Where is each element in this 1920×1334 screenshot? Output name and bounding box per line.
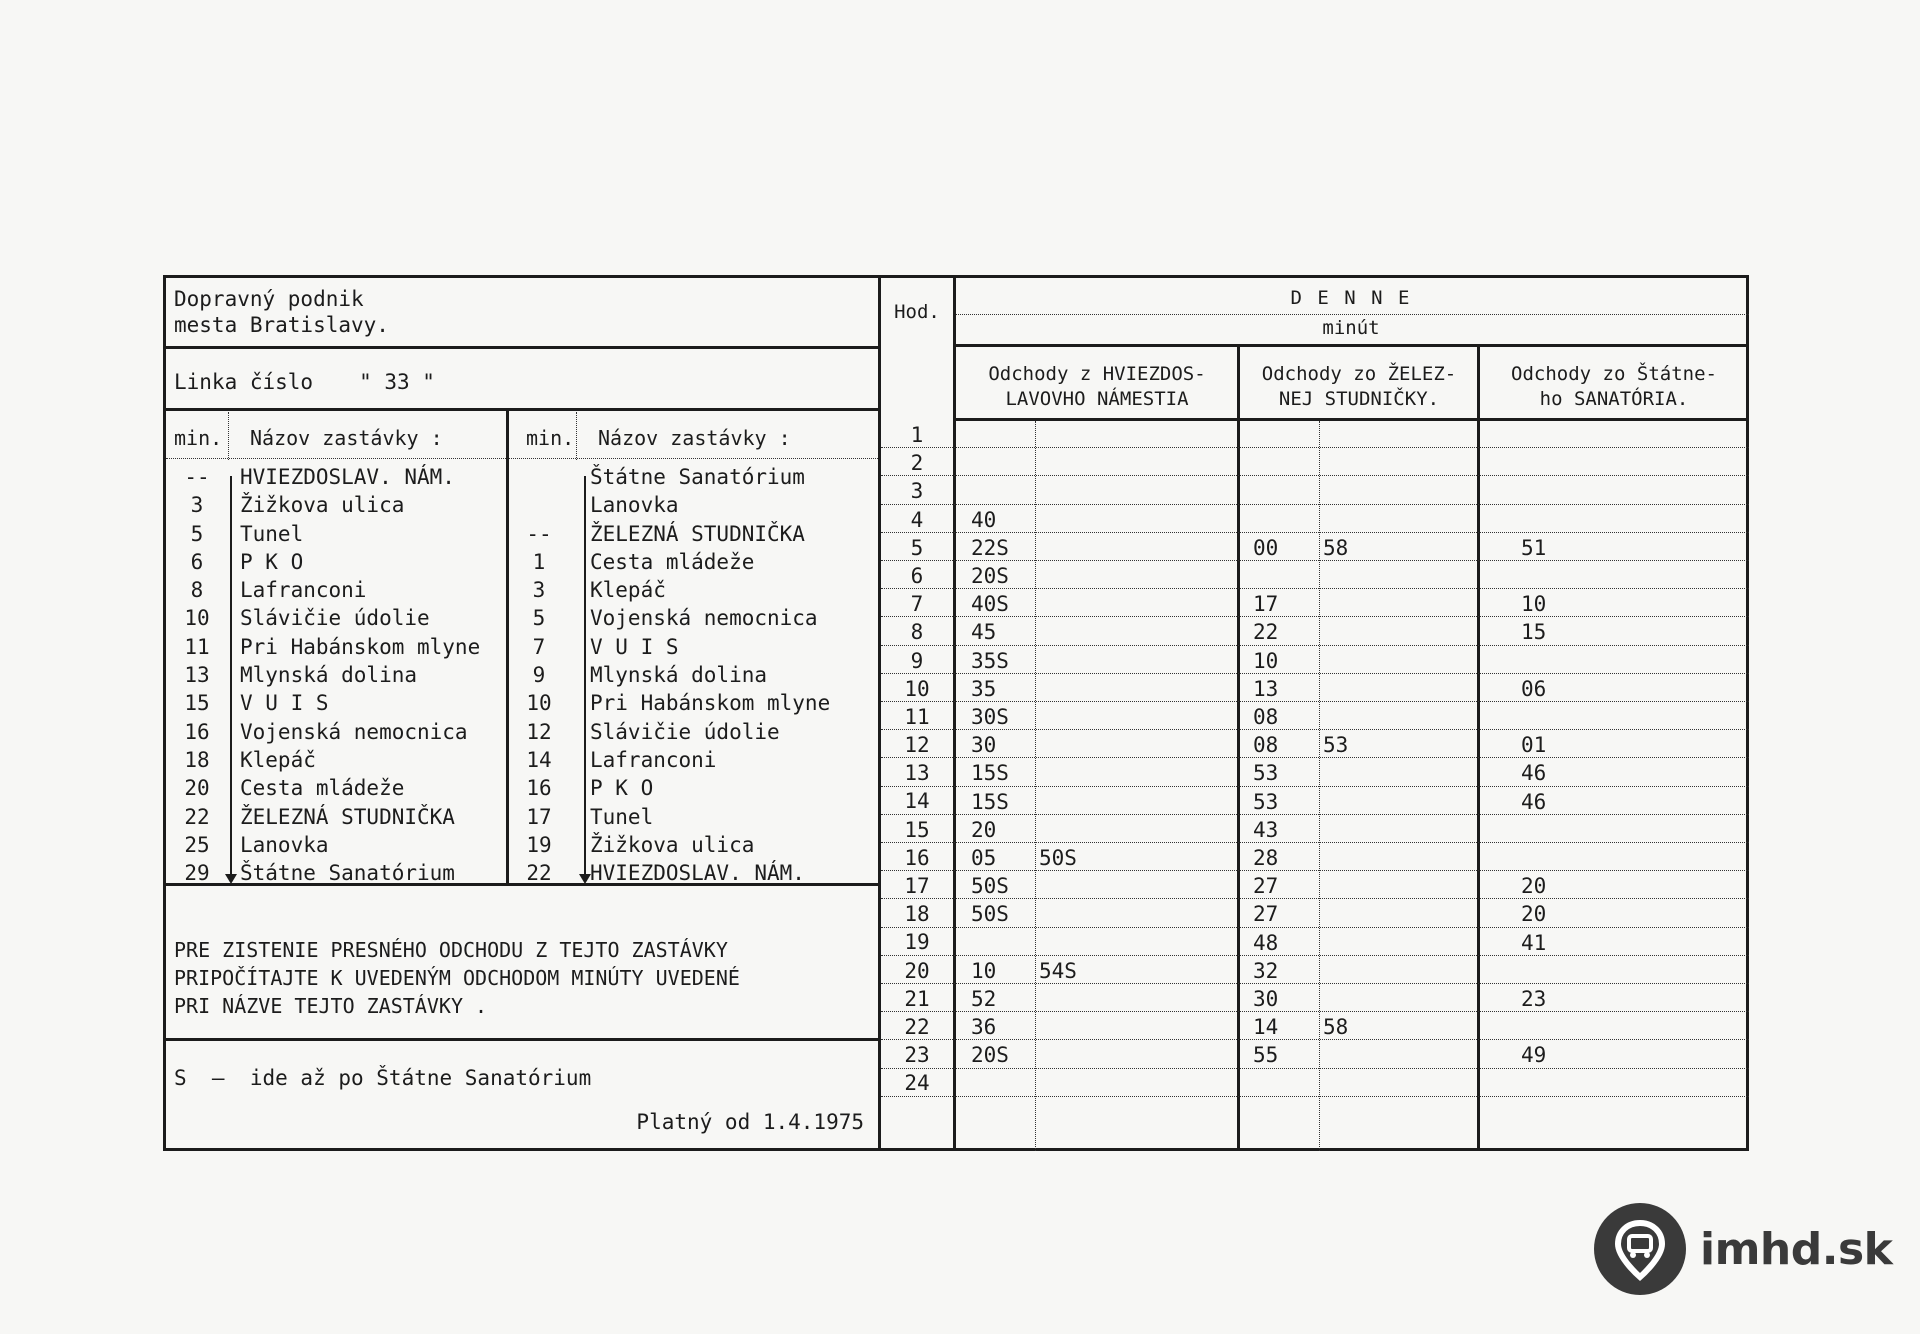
hour-column bbox=[881, 421, 953, 1098]
minute-cell: 35 bbox=[971, 676, 997, 701]
min-header-a: min. bbox=[174, 426, 223, 450]
minute-cell: 52 bbox=[971, 987, 997, 1011]
minute-cell: 08 bbox=[1253, 705, 1279, 729]
stop-min: 6 bbox=[190, 549, 204, 574]
stop-row bbox=[166, 463, 480, 491]
stop-row bbox=[166, 803, 480, 831]
stop-header-b: Názov zastávky : bbox=[598, 426, 791, 450]
hour-cell: 23 bbox=[904, 1043, 930, 1068]
departures-panel bbox=[878, 275, 1749, 1151]
stop-row bbox=[166, 774, 480, 802]
stop-name: Štátne Sanatórium bbox=[240, 861, 455, 886]
hour-cell: 8 bbox=[910, 620, 924, 645]
hour-cell: 1 bbox=[910, 423, 924, 447]
company-name bbox=[174, 286, 389, 338]
stop-min: 20 bbox=[184, 776, 210, 801]
stop-row bbox=[166, 604, 480, 632]
hour-cell: 12 bbox=[904, 733, 930, 758]
stop-row bbox=[502, 803, 830, 831]
stop-min: 16 bbox=[526, 776, 552, 801]
col3-header bbox=[1481, 362, 1747, 412]
minute-cell: 20 bbox=[971, 817, 997, 842]
line-number-value: " 33 " bbox=[359, 370, 435, 394]
minute-cell: 22S bbox=[971, 535, 1009, 560]
minute-cell: 06 bbox=[1521, 676, 1547, 701]
stop-name: Pri Habánskom mlyne bbox=[590, 691, 831, 716]
valid-from: Platný od 1.4.1975 bbox=[636, 1110, 864, 1134]
minute-cell: 10 bbox=[1253, 648, 1279, 673]
stop-name: Mlynská dolina bbox=[240, 663, 418, 688]
minute-cell: 14 bbox=[1253, 1015, 1279, 1040]
hour-cell: 21 bbox=[904, 986, 930, 1011]
stop-min: 9 bbox=[532, 663, 546, 688]
stop-name: V U I S bbox=[590, 634, 679, 659]
col1-header bbox=[957, 362, 1237, 412]
stop-row bbox=[166, 746, 480, 774]
hour-cell: 14 bbox=[904, 789, 930, 814]
minute-cell: 51 bbox=[1521, 535, 1547, 560]
stop-row bbox=[166, 491, 480, 519]
hour-cell: 13 bbox=[904, 761, 930, 786]
minute-cell: 27 bbox=[1253, 902, 1279, 927]
stop-row bbox=[502, 520, 830, 548]
minute-cell: 36 bbox=[971, 1015, 997, 1040]
notice-line3: PRI NÁZVE TEJTO ZASTÁVKY . bbox=[174, 994, 488, 1018]
minut-header: minút bbox=[1322, 317, 1380, 339]
minute-cell: 50S bbox=[1039, 846, 1077, 870]
stops-direction-b bbox=[502, 463, 830, 887]
minute-cell: 50S bbox=[971, 874, 1009, 899]
minute-cell: 20S bbox=[971, 1043, 1009, 1068]
stop-min: 3 bbox=[532, 578, 546, 603]
minute-cell: 28 bbox=[1253, 846, 1279, 870]
stop-row bbox=[502, 774, 830, 802]
stop-name: Slávičie údolie bbox=[590, 719, 780, 744]
minute-cell: 54S bbox=[1039, 958, 1077, 983]
hour-cell: 3 bbox=[910, 479, 924, 504]
stop-min: 10 bbox=[184, 606, 210, 631]
stop-name: Cesta mládeže bbox=[240, 776, 405, 801]
notice-line1: PRE ZISTENIE PRESNÉHO ODCHODU Z TEJTO ZASTÁVKY bbox=[174, 938, 728, 962]
minute-cell: 53 bbox=[1323, 733, 1349, 758]
hour-cell: 19 bbox=[904, 930, 930, 955]
hour-header: Hod. bbox=[894, 301, 940, 323]
stop-row bbox=[502, 633, 830, 661]
stop-min: 5 bbox=[532, 606, 546, 631]
stop-min: 14 bbox=[526, 747, 552, 772]
minute-cell: 58 bbox=[1323, 535, 1349, 560]
stop-row bbox=[166, 548, 480, 576]
stop-min: 7 bbox=[532, 634, 546, 659]
stop-min: 5 bbox=[190, 521, 204, 546]
stop-min: 29 bbox=[184, 861, 210, 886]
minute-cell: 05 bbox=[971, 846, 997, 870]
company-line1: Dopravný podnik bbox=[174, 287, 364, 311]
minute-cell: 30 bbox=[971, 733, 997, 758]
stop-row bbox=[502, 604, 830, 632]
stop-row bbox=[166, 576, 480, 604]
bus-pin-icon bbox=[1594, 1203, 1686, 1295]
col1-header-l1: Odchody z HVIEZDOS- bbox=[988, 363, 1206, 385]
stop-name: Klepáč bbox=[590, 578, 666, 603]
stop-row bbox=[166, 633, 480, 661]
minute-cell: 15S bbox=[971, 761, 1009, 786]
minute-cell: 00 bbox=[1253, 535, 1279, 560]
hour-cell: 15 bbox=[904, 817, 930, 842]
stop-min: 3 bbox=[190, 493, 204, 518]
col2-header bbox=[1241, 362, 1477, 412]
hour-cell: 2 bbox=[910, 451, 924, 476]
stop-min: 8 bbox=[190, 578, 204, 603]
col3-header-l2: ho SANATÓRIA. bbox=[1539, 388, 1689, 410]
stop-name: Cesta mládeže bbox=[590, 549, 755, 574]
stop-name: Lanovka bbox=[590, 493, 679, 518]
stop-name: Lafranconi bbox=[590, 747, 717, 772]
stop-min: -- bbox=[184, 465, 210, 489]
minute-cell: 23 bbox=[1521, 987, 1547, 1011]
minute-cell: 50S bbox=[971, 902, 1009, 927]
stop-min: 11 bbox=[184, 634, 210, 659]
stop-name: Štátne Sanatórium bbox=[590, 465, 805, 489]
stop-min: 17 bbox=[526, 804, 552, 829]
stop-min: 25 bbox=[184, 832, 210, 857]
minute-cell: 10 bbox=[1521, 592, 1547, 617]
stop-name: P K O bbox=[590, 776, 654, 801]
minute-cell: 22 bbox=[1253, 620, 1279, 645]
minute-cell: 30S bbox=[971, 705, 1009, 729]
minute-cell: 46 bbox=[1521, 789, 1547, 814]
stop-min: 19 bbox=[526, 832, 552, 857]
minute-cell: 27 bbox=[1253, 874, 1279, 899]
minute-cell: 49 bbox=[1521, 1043, 1547, 1068]
stop-row bbox=[502, 831, 830, 859]
stop-min: 16 bbox=[184, 719, 210, 744]
stop-min: 10 bbox=[526, 691, 552, 716]
hour-cell: 5 bbox=[910, 535, 924, 560]
minute-cell: 46 bbox=[1521, 761, 1547, 786]
minute-cell: 20S bbox=[971, 564, 1009, 588]
minute-cell: 01 bbox=[1521, 733, 1547, 758]
minute-cell: 20 bbox=[1521, 902, 1547, 927]
col3-header-l1: Odchody zo Štátne- bbox=[1511, 363, 1717, 385]
stop-name: ŽELEZNÁ STUDNIČKA bbox=[590, 521, 805, 546]
hour-cell: 9 bbox=[910, 648, 924, 673]
stop-row bbox=[166, 661, 480, 689]
minute-cell: 20 bbox=[1521, 874, 1547, 899]
hour-cell: 24 bbox=[904, 1071, 930, 1096]
stop-name: ŽELEZNÁ STUDNIČKA bbox=[240, 804, 455, 829]
minute-cell: 10 bbox=[971, 958, 997, 983]
col2-header-l2: NEJ STUDNIČKY. bbox=[1278, 388, 1440, 410]
stop-min: 22 bbox=[526, 861, 552, 886]
stop-name: Tunel bbox=[590, 804, 654, 829]
hour-cell: 6 bbox=[910, 563, 924, 588]
stop-min: 22 bbox=[184, 804, 210, 829]
line-number bbox=[174, 370, 435, 394]
hour-cell: 22 bbox=[904, 1014, 930, 1039]
logo-text: imhd.sk bbox=[1700, 1223, 1893, 1275]
stop-name: Žižkova ulica bbox=[590, 832, 755, 857]
stop-min: 18 bbox=[184, 747, 210, 772]
notice-line2: PRIPOČÍTAJTE K UVEDENÝM ODCHODOM MINÚTY UVEDENÉ bbox=[174, 966, 740, 990]
minute-cell: 40 bbox=[971, 507, 997, 532]
stop-row bbox=[166, 689, 480, 717]
stop-name: P K O bbox=[240, 549, 304, 574]
company-line2: mesta Bratislavy. bbox=[174, 313, 389, 337]
route-panel bbox=[163, 275, 878, 1151]
stop-name: HVIEZDOSLAV. NÁM. bbox=[240, 465, 455, 489]
minute-cell: 30 bbox=[1253, 987, 1279, 1011]
col1-header-l2: LAVOVHO NÁMESTIA bbox=[1005, 388, 1189, 410]
hour-cell: 20 bbox=[904, 958, 930, 983]
stop-name: Mlynská dolina bbox=[590, 663, 768, 688]
stop-min: 12 bbox=[526, 719, 552, 744]
stop-min bbox=[502, 491, 576, 519]
line-label: Linka číslo bbox=[174, 370, 314, 394]
timetable-document bbox=[163, 275, 1749, 1151]
stop-row bbox=[502, 576, 830, 604]
minute-cell: 40S bbox=[971, 592, 1009, 617]
stop-name: HVIEZDOSLAV. NÁM. bbox=[590, 861, 805, 886]
stop-min: 15 bbox=[184, 691, 210, 716]
minute-cell: 55 bbox=[1253, 1043, 1279, 1068]
hour-cell: 4 bbox=[910, 507, 924, 532]
min-header-b: min. bbox=[526, 426, 575, 450]
minute-cell: 35S bbox=[971, 648, 1009, 673]
legend-s: S – ide až po Štátne Sanatórium bbox=[174, 1066, 592, 1090]
hour-cell: 11 bbox=[904, 704, 930, 729]
minute-cell: 45 bbox=[971, 620, 997, 645]
minute-cell: 15 bbox=[1521, 620, 1547, 645]
denne-header: D E N N E bbox=[1290, 287, 1412, 309]
minute-cell: 08 bbox=[1253, 733, 1279, 758]
stop-min bbox=[502, 463, 576, 491]
minute-cell: 41 bbox=[1521, 930, 1547, 955]
stop-min: 13 bbox=[184, 663, 210, 688]
minute-cell: 13 bbox=[1253, 676, 1279, 701]
stop-row bbox=[166, 520, 480, 548]
stop-name: Lafranconi bbox=[240, 578, 367, 603]
minute-cell: 17 bbox=[1253, 592, 1279, 617]
stop-name: Slávičie údolie bbox=[240, 606, 430, 631]
stop-name: Tunel bbox=[240, 521, 304, 546]
stop-name: Lanovka bbox=[240, 832, 329, 857]
stop-min: 1 bbox=[532, 549, 546, 574]
stop-min: -- bbox=[526, 521, 552, 546]
stop-name: Žižkova ulica bbox=[240, 493, 405, 518]
notice-text bbox=[174, 936, 864, 1020]
col2-header-l1: Odchody zo ŽELEZ- bbox=[1261, 363, 1457, 385]
stop-row bbox=[502, 718, 830, 746]
hour-cell: 16 bbox=[904, 845, 930, 870]
stop-name: Klepáč bbox=[240, 747, 316, 772]
minute-cell: 48 bbox=[1253, 930, 1279, 955]
stop-header-a: Názov zastávky : bbox=[250, 426, 443, 450]
stop-name: Pri Habánskom mlyne bbox=[240, 634, 481, 659]
minute-cell: 53 bbox=[1253, 789, 1279, 814]
hour-cell: 18 bbox=[904, 902, 930, 927]
minute-cell: 53 bbox=[1253, 761, 1279, 786]
minute-cell: 15S bbox=[971, 789, 1009, 814]
stops-direction-a bbox=[166, 463, 480, 887]
direction-arrow-b bbox=[584, 476, 586, 878]
stop-row bbox=[502, 548, 830, 576]
hour-cell: 7 bbox=[910, 592, 924, 617]
minute-cell: 58 bbox=[1323, 1015, 1349, 1040]
minute-cell: 32 bbox=[1253, 958, 1279, 983]
stop-row bbox=[166, 831, 480, 859]
stop-row bbox=[502, 689, 830, 717]
hour-cell: 17 bbox=[904, 874, 930, 898]
stop-name: V U I S bbox=[240, 691, 329, 716]
minute-cell: 43 bbox=[1253, 817, 1279, 842]
stop-row bbox=[502, 463, 830, 491]
imhd-logo bbox=[1594, 1203, 1892, 1295]
stop-row bbox=[502, 661, 830, 689]
hour-cell: 10 bbox=[904, 676, 930, 701]
stop-row bbox=[502, 746, 830, 774]
stop-row bbox=[502, 491, 830, 519]
direction-arrow-a bbox=[230, 476, 232, 878]
stop-name: Vojenská nemocnica bbox=[240, 719, 468, 744]
stop-name: Vojenská nemocnica bbox=[590, 606, 818, 631]
stop-row bbox=[166, 718, 480, 746]
